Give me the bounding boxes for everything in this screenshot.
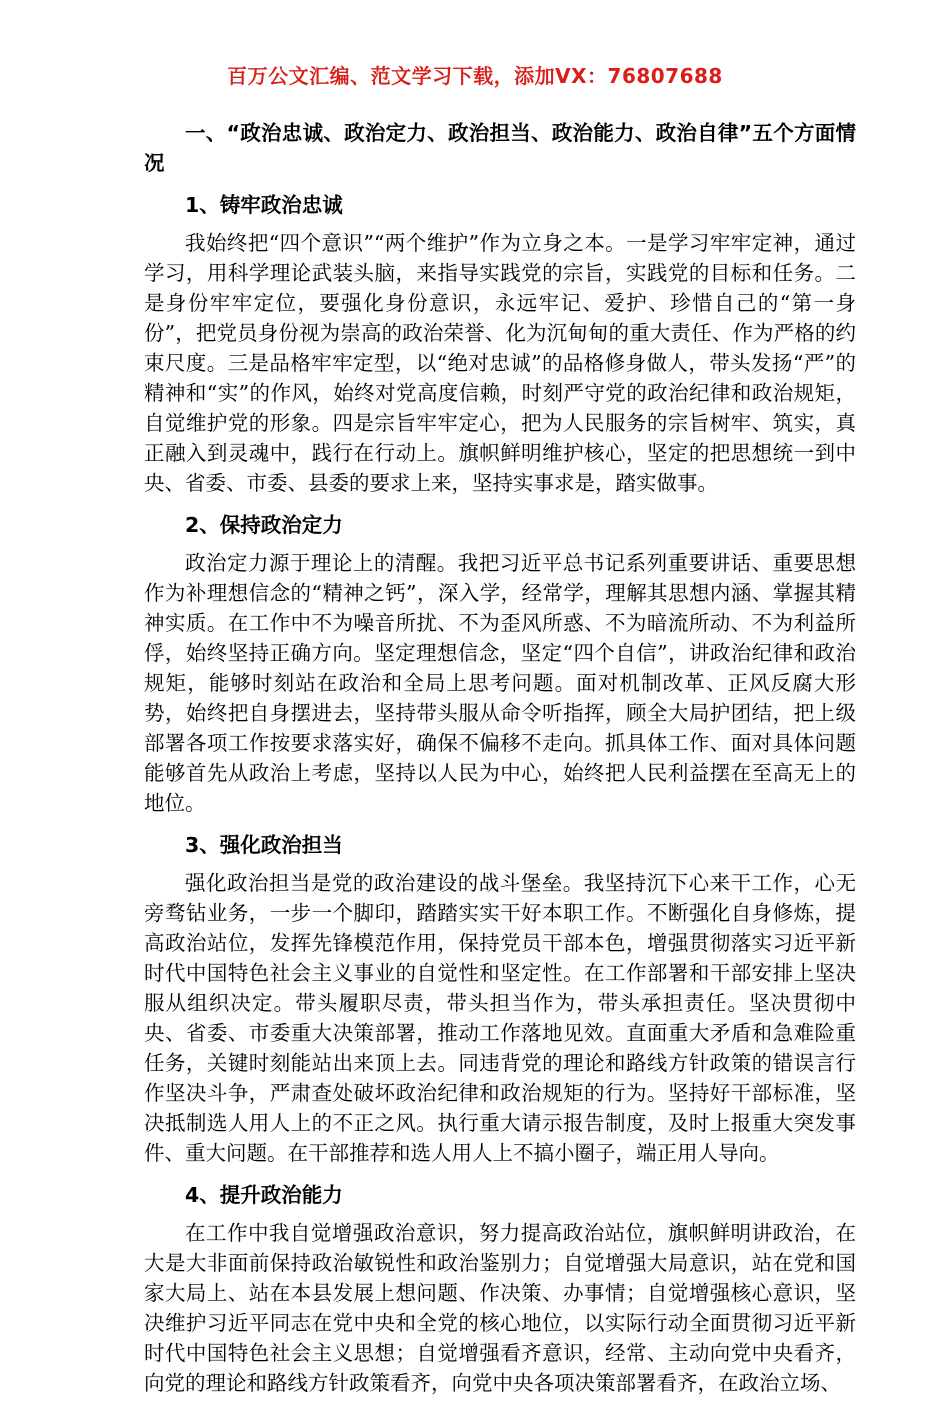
document-body <box>144 118 856 1402</box>
subsection-heading-4: 4、提升政治能力 <box>185 1183 343 1207</box>
subsection-paragraph-4: 在工作中我自觉增强政治意识，努力提高政治站位，旗帜鲜明讲政治，在大是大非面前保持政治敏锐性和政治鉴别力；自觉增强大局意识，站在党和国家大局上、站在本县发展上想问题、作决策、办事情；自觉增强核心意识，坚决维护习近平同志在党中央和全党的核心地位，以实际行动全面贯彻习近平新时代中国特色社会主义思想；自觉增强看齐意识，经常、主动向党中央看齐，向党的理论和路线方针政策看齐，向党中央各项决策部署看齐，在政治立场、 <box>144 1221 856 1395</box>
promo-watermark-banner <box>0 60 950 89</box>
section-heading-level-1: 一、“政治忠诚、政治定力、政治担当、政治能力、政治自律”五个方面情况 <box>144 121 856 175</box>
subsection-paragraph-2: 政治定力源于理论上的清醒。我把习近平总书记系列重要讲话、重要思想作为补理想信念的“精神之钙”，深入学，经常学，理解其思想内涵、掌握其精神实质。在工作中不为噪音所扰、不为歪风所惑、不为暗流所动、不为利益所俘，始终坚持正确方向。坚定理想信念，坚定“四个自信”，讲政治纪律和政治规矩，能够时刻站在政治和全局上思考问题。面对机制改革、正风反腐大形势，始终把自身摆进去，坚持带头服从命令听指挥，顾全大局护团结，把上级部署各项工作按要求落实好，确保不偏移不走向。抓具体工作、面对具体问题能够首先从政治上考虑，坚持以人民为中心，始终把人民利益摆在至高无上的地位。 <box>144 551 856 815</box>
subsection-heading-2: 2、保持政治定力 <box>185 513 343 537</box>
subsection-paragraph-3: 强化政治担当是党的政治建设的战斗堡垒。我坚持沉下心来干工作，心无旁骛钻业务，一步一个脚印，踏踏实实干好本职工作。不断强化自身修炼，提高政治站位，发挥先锋模范作用，保持党员干部本色，增强贯彻落实习近平新时代中国特色社会主义事业的自觉性和坚定性。在工作部署和干部安排上坚决服从组织决定。带头履职尽责，带头担当作为，带头承担责任。坚决贯彻中央、省委、市委重大决策部署，推动工作落地见效。直面重大矛盾和急难险重任务，关键时刻能站出来顶上去。同违背党的理论和路线方针政策的错误言行作坚决斗争，严肃查处破坏政治纪律和政治规矩的行为。坚持好干部标准，坚决抵制选人用人上的不正之风。执行重大请示报告制度，及时上报重大突发事件、重大问题。在干部推荐和选人用人上不搞小圈子，端正用人导向。 <box>144 871 856 1165</box>
subsection-paragraph-1: 我始终把“四个意识”“两个维护”作为立身之本。一是学习牢牢定神，通过学习，用科学理论武装头脑，来指导实践党的宗旨，实践党的目标和任务。二是身份牢牢定位，要强化身份意识，永远牢记、爱护、珍惜自己的“第一身份”，把党员身份视为崇高的政治荣誉、化为沉甸甸的重大责任、作为严格的约束尺度。三是品格牢牢定型，以“绝对忠诚”的品格修身做人，带头发扬“严”的精神和“实”的作风，始终对党高度信赖，时刻严守党的政治纪律和政治规矩，自觉维护党的形象。四是宗旨牢牢定心，把为人民服务的宗旨树牢、筑实，真正融入到灵魂中，践行在行动上。旗帜鲜明维护核心，坚定的把思想统一到中央、省委、市委、县委的要求上来，坚持实事求是，踏实做事。 <box>144 231 856 495</box>
subsection-heading-1: 1、铸牢政治忠诚 <box>185 193 343 217</box>
subsection-heading-3: 3、强化政治担当 <box>185 833 343 857</box>
promo-watermark-text: 百万公文汇编、范文学习下载，添加VX：76807688 <box>227 64 723 88</box>
